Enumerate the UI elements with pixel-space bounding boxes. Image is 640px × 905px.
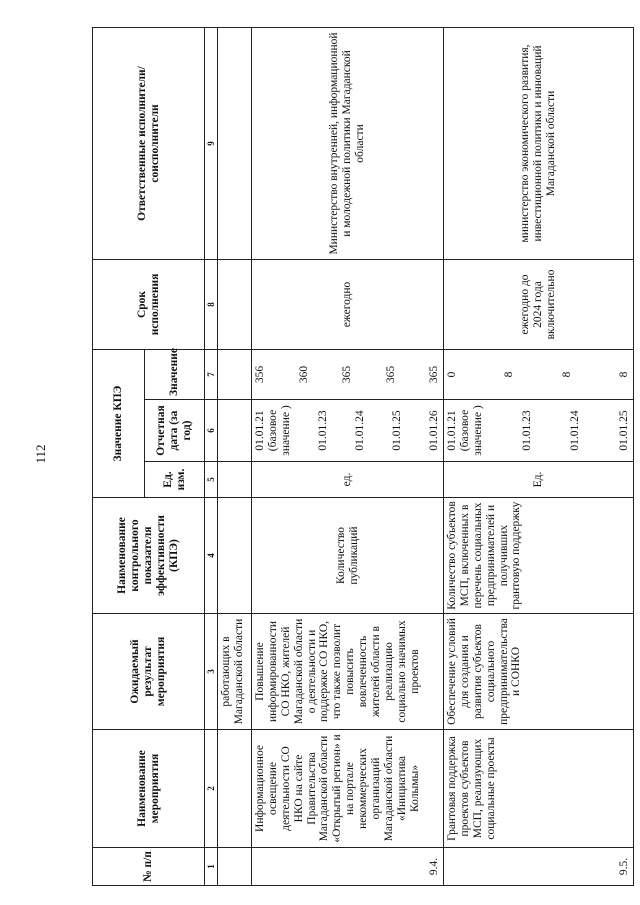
report-date: 01.01.21 (базовое значение ): [254, 405, 292, 456]
kpi-name: Количество субъектов МСП, включенных в перечень социальных предпринимателей и получивших грантовую поддержку: [444, 498, 634, 614]
kpi-value: 360: [297, 365, 310, 384]
event-name: Информационное освещение деятельности СО НКО на сайте Правительства Магаданской области «Открытый регион» и на портале некоммерческих организаций Магаданской области «Инициатива Колымы»: [252, 730, 444, 848]
header-kpi-value: Значение КПЭ: [93, 349, 145, 497]
column-number: 5: [205, 462, 218, 498]
kpi-value: 8: [618, 371, 631, 378]
column-number: 3: [205, 614, 218, 730]
kpi-value: 8: [503, 371, 516, 378]
header-deadline: Срок исполнения: [93, 259, 205, 349]
kpi-value: 365: [341, 365, 354, 384]
expected-result: Повышение информированности СО НКО, жителей Магаданской области о деятельности и поддержке СО НКО, что также позволит повысить вовлеченность жителей области в реализацию социально значимых проектов: [252, 614, 444, 730]
column-number: 1: [205, 848, 218, 886]
header-num: № п/п: [93, 848, 205, 886]
continuation-result: работающих в Магаданской области: [218, 614, 252, 730]
header-unit: Ед. изм.: [145, 462, 205, 498]
table-row: [444, 27, 634, 885]
column-number: 2: [205, 730, 218, 848]
kpi-unit: ед.: [252, 462, 444, 498]
column-number: 9: [205, 27, 218, 259]
expected-result: Обеспечение условий для создания и развития субъектов социального предпринимательства и СОНКО: [444, 614, 634, 730]
event-name: Грантовая поддержка проектов субъектов МСП, реализующих социальные проекты: [444, 730, 634, 848]
row-num: 9.5.: [444, 848, 634, 886]
table-row: [218, 27, 252, 885]
column-number: 7: [205, 349, 218, 399]
report-date: 01.01.25: [391, 410, 404, 451]
report-date: 01.01.24: [569, 410, 582, 451]
kpi-table: [92, 27, 634, 886]
column-number: 4: [205, 498, 218, 614]
column-number: 8: [205, 259, 218, 349]
kpi-value: 365: [384, 365, 397, 384]
report-date: 01.01.23: [520, 410, 533, 451]
kpi-table-container: [92, 28, 632, 886]
header-report-date: Отчетная дата (за год): [145, 400, 205, 462]
deadline: ежегодно: [252, 259, 444, 349]
header-value: Значение: [145, 349, 205, 399]
header-responsible: Ответственные исполнители/ соисполнители: [93, 27, 205, 259]
report-date: 01.01.26: [428, 410, 441, 451]
column-number: 6: [205, 400, 218, 462]
report-date: 01.01.21 (базовое значение ): [446, 405, 484, 456]
kpi-value: 8: [560, 371, 573, 378]
responsible: Министерство внутренней, информационной и молодежной политики Магаданской области: [252, 27, 444, 259]
kpi-value: 365: [428, 365, 441, 384]
row-num: 9.4.: [252, 848, 444, 886]
kpi-value: 0: [446, 371, 459, 378]
page-number: 112: [33, 444, 48, 464]
deadline: ежегодно до 2024 года включительно: [444, 259, 634, 349]
report-date: 01.01.23: [316, 410, 329, 451]
report-date: 01.01.25: [618, 410, 631, 451]
table-row: [252, 27, 444, 885]
report-date: 01.01.24: [354, 410, 367, 451]
header-kpi-name: Наименование контрольного показателя эффективности (КПЭ): [93, 498, 205, 614]
header-expected-result: Ожидаемый результат мероприятия: [93, 614, 205, 730]
kpi-value: 356: [254, 365, 267, 384]
kpi-unit: Ед.: [444, 462, 634, 498]
kpi-name: Количество публикаций: [252, 498, 444, 614]
header-event-name: Наименование мероприятия: [93, 730, 205, 848]
responsible: министерство экономического развития, инвестиционной политики и инноваций Магаданской области: [444, 27, 634, 259]
